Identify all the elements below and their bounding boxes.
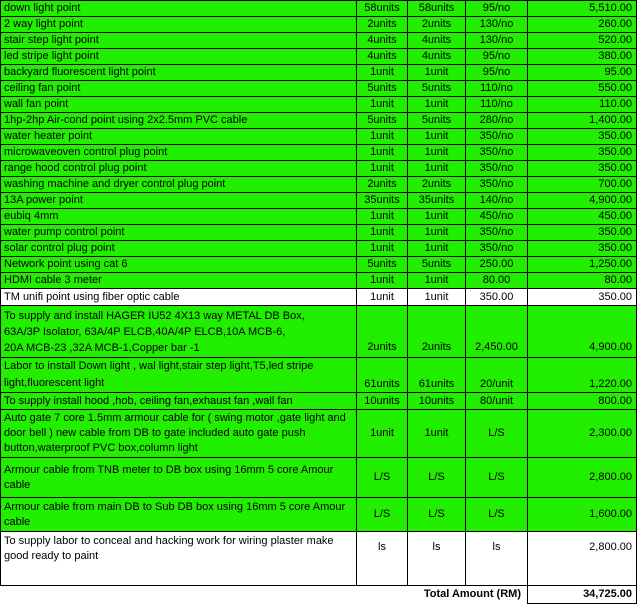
item-rate: 2,450.00 [466,306,528,358]
item-quantity: 1unit [408,97,466,113]
item-rate: 350/no [466,129,528,145]
table-row [1,81,637,97]
table-row [1,225,637,241]
table-row [1,1,637,17]
table-row-conceal [1,532,637,586]
table-row [1,241,637,257]
item-unit: 1unit [357,145,408,161]
item-amount: 4,900.00 [528,306,637,358]
item-quantity: 1unit [408,129,466,145]
item-rate: 350/no [466,177,528,193]
table-row-tm-unifi [1,289,637,306]
item-description: range hood control plug point [1,161,357,177]
item-description: Armour cable from main DB to Sub DB box using 16mm 5 core Amour cable [1,498,357,532]
item-amount: 260.00 [528,17,637,33]
table-row [1,49,637,65]
table-row-labor [1,358,637,393]
item-amount: 520.00 [528,33,637,49]
item-description: led stripe light point [1,49,357,65]
item-unit: L/S [357,458,408,498]
item-amount: 2,800.00 [528,458,637,498]
item-description: down light point [1,1,357,17]
item-unit: L/S [357,498,408,532]
item-rate: 450/no [466,209,528,225]
item-amount: 350.00 [528,241,637,257]
item-rate: L/S [466,410,528,458]
item-amount: 550.00 [528,81,637,97]
item-rate: 140/no [466,193,528,209]
total-value: 34,725.00 [528,586,637,604]
item-rate: 350.00 [466,289,528,306]
item-rate: 95/no [466,49,528,65]
table-row [1,209,637,225]
item-amount: 350.00 [528,145,637,161]
item-unit: 58units [357,1,408,17]
table-row [1,97,637,113]
table-row [1,65,637,81]
item-unit: 2units [357,177,408,193]
item-quantity: 4units [408,33,466,49]
total-spacer [1,586,357,604]
item-amount: 2,300.00 [528,410,637,458]
item-description: To supply labor to conceal and hacking work for wiring plaster make good ready to paint [1,532,357,586]
item-unit: 1unit [357,410,408,458]
item-description: To supply install hood ,hob, ceiling fan,exhaust fan ,wall fan [1,393,357,410]
item-rate: L/S [466,458,528,498]
item-rate: 110/no [466,81,528,97]
item-quantity: 4units [408,49,466,65]
table-row [1,145,637,161]
item-quantity: 58units [408,1,466,17]
item-quantity: 1unit [408,161,466,177]
item-description: Auto gate 7 core 1.5mm armour cable for ( swing motor ,gate light and door bell ) new cable from DB to gate included auto gate push button,waterproof PVC box,column light [1,410,357,458]
item-unit: 1unit [357,225,408,241]
item-unit: 5units [357,81,408,97]
item-unit: 1unit [357,161,408,177]
item-rate: 250.00 [466,257,528,273]
item-rate: 130/no [466,17,528,33]
item-quantity: L/S [408,498,466,532]
item-amount: 5,510.00 [528,1,637,17]
simple-rows [1,1,637,289]
item-rate: 350/no [466,225,528,241]
item-quantity: 1unit [408,273,466,289]
item-unit: 1unit [357,129,408,145]
item-description: water pump control point [1,225,357,241]
item-quantity: 5units [408,113,466,129]
item-quantity: 5units [408,81,466,97]
item-amount: 4,900.00 [528,193,637,209]
item-unit: 1unit [357,209,408,225]
item-rate: L/S [466,498,528,532]
item-rate: ls [466,532,528,586]
table-row [1,113,637,129]
item-unit: 1unit [357,241,408,257]
item-description: washing machine and dryer control plug point [1,177,357,193]
table-row-auto-gate [1,410,637,458]
item-amount: 1,250.00 [528,257,637,273]
item-quantity: ls [408,532,466,586]
item-quantity: 10units [408,393,466,410]
item-amount: 2,800.00 [528,532,637,586]
item-quantity: 1unit [408,241,466,257]
table-row [1,273,637,289]
table-row-tnb-cable [1,458,637,498]
item-unit: 1unit [357,273,408,289]
item-rate: 350/no [466,145,528,161]
table-row-hood [1,393,637,410]
item-amount: 700.00 [528,177,637,193]
item-description: 2 way light point [1,17,357,33]
item-rate: 350/no [466,161,528,177]
item-amount: 1,400.00 [528,113,637,129]
item-unit: 2units [357,17,408,33]
item-quantity: 1unit [408,289,466,306]
item-quantity: 1unit [408,65,466,81]
item-unit: 1unit [357,289,408,306]
item-rate: 130/no [466,33,528,49]
item-unit: 35units [357,193,408,209]
item-description: TM unifi point using fiber optic cable [1,289,357,306]
item-description: Armour cable from TNB meter to DB box using 16mm 5 core Amour cable [1,458,357,498]
table-row [1,129,637,145]
item-unit: 5units [357,257,408,273]
item-rate: 280/no [466,113,528,129]
total-row [1,586,637,604]
item-unit: 1unit [357,65,408,81]
table-row [1,257,637,273]
item-description: backyard fluorescent light point [1,65,357,81]
item-amount: 110.00 [528,97,637,113]
item-description: stair step light point [1,33,357,49]
item-rate: 350/no [466,241,528,257]
item-amount: 800.00 [528,393,637,410]
item-unit: 2units [357,306,408,358]
item-amount: 95.00 [528,65,637,81]
table-row-db-box [1,306,637,358]
table-row [1,161,637,177]
item-description: HDMI cable 3 meter [1,273,357,289]
table-row-sub-db-cable [1,498,637,532]
item-rate: 110/no [466,97,528,113]
item-unit: ls [357,532,408,586]
item-description: microwaveoven control plug point [1,145,357,161]
item-description: To supply and install HAGER IU52 4X13 way METAL DB Box, 63A/3P Isolator, 63A/4P ELCB,40A/4P ELCB,10A MCB-6, 20A MCB-23 ,32A MCB-1,Copper bar -1 [1,306,357,358]
item-description: eubiq 4mm [1,209,357,225]
item-rate: 20/unit [466,358,528,393]
item-quantity: 1unit [408,225,466,241]
item-quantity: 2units [408,177,466,193]
item-quantity: 61units [408,358,466,393]
item-amount: 80.00 [528,273,637,289]
item-description: ceiling fan point [1,81,357,97]
item-rate: 95/no [466,65,528,81]
item-quantity: L/S [408,458,466,498]
table-row [1,17,637,33]
item-unit: 4units [357,49,408,65]
item-quantity: 1unit [408,209,466,225]
item-unit: 10units [357,393,408,410]
table-row [1,33,637,49]
item-unit: 61units [357,358,408,393]
item-unit: 4units [357,33,408,49]
item-unit: 5units [357,113,408,129]
item-description: solar control plug point [1,241,357,257]
item-rate: 80/unit [466,393,528,410]
item-rate: 95/no [466,1,528,17]
item-quantity: 2units [408,17,466,33]
item-description: Network point using cat 6 [1,257,357,273]
item-amount: 350.00 [528,161,637,177]
total-label: Total Amount (RM) [357,586,528,604]
item-description: water heater point [1,129,357,145]
item-unit: 1unit [357,97,408,113]
table-row [1,177,637,193]
item-amount: 1,220.00 [528,358,637,393]
item-quantity: 5units [408,257,466,273]
item-quantity: 1unit [408,145,466,161]
item-description: 1hp-2hp Air-cond point using 2x2.5mm PVC cable [1,113,357,129]
item-quantity: 35units [408,193,466,209]
item-description: wall fan point [1,97,357,113]
item-quantity: 1unit [408,410,466,458]
item-quantity: 2units [408,306,466,358]
item-amount: 1,600.00 [528,498,637,532]
item-amount: 350.00 [528,289,637,306]
item-amount: 350.00 [528,225,637,241]
item-description: 13A power point [1,193,357,209]
item-description: Labor to install Down light , wal light,stair step light,T5,led stripe light,fluorescent light [1,358,357,393]
item-amount: 450.00 [528,209,637,225]
item-amount: 380.00 [528,49,637,65]
item-amount: 350.00 [528,129,637,145]
table-row [1,193,637,209]
item-rate: 80.00 [466,273,528,289]
